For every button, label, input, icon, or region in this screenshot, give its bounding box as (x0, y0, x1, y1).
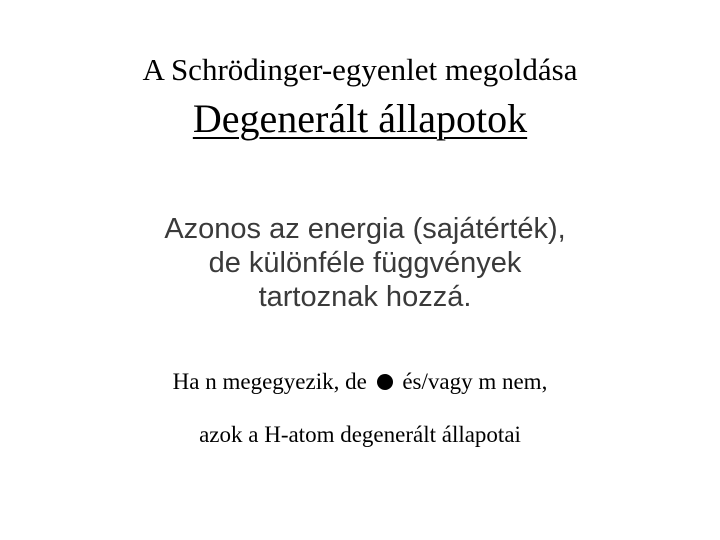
condition-line-1 (0, 368, 720, 396)
slide-title-text: Degenerált állapotok (192, 96, 528, 141)
definition-line-2: de különféle függvények (208, 247, 522, 279)
condition-text-before: Ha n megegyezik, de (172, 369, 367, 394)
definition-block (0, 212, 720, 314)
condition-text-after: és/vagy m nem, (402, 369, 548, 394)
definition-line-1: Azonos az energia (sajátérték), (164, 213, 566, 245)
filled-circle-icon (377, 374, 393, 390)
condition-line-2: azok a H-atom degenerált állapotai (199, 422, 521, 447)
definition-line-3: tartoznak hozzá. (258, 281, 472, 313)
slide-header: A Schrödinger-egyenlet megoldása (142, 52, 578, 87)
slide-title (0, 96, 720, 142)
